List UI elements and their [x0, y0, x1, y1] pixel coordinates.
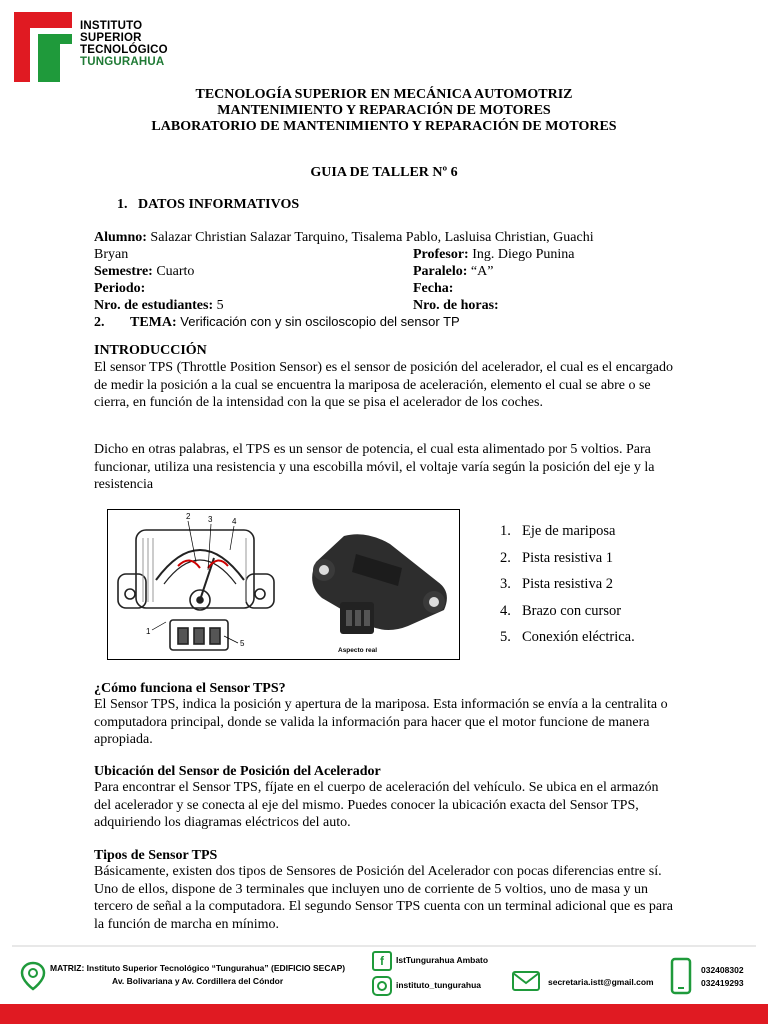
tps-diagram-image: [108, 510, 458, 658]
list-item: [500, 571, 635, 598]
nro-estudiantes-field: [94, 297, 224, 314]
profesor-label: Profesor:: [413, 247, 469, 262]
footer-phone-2: 032419293: [701, 978, 744, 988]
logo-line-4: TUNGURAHUA: [80, 56, 165, 68]
fecha-label: Fecha:: [413, 281, 454, 296]
location-pin-icon: [20, 961, 46, 991]
como-heading: ¿Cómo funciona el Sensor TPS?: [94, 681, 286, 696]
footer-facebook[interactable]: IstTungurahua Ambato: [396, 955, 489, 965]
header-line-3: LABORATORIO DE MANTENIMIENTO Y REPARACIÓN DE MOTORES: [151, 119, 617, 134]
tps-parts-list: [500, 518, 635, 651]
callout-1: 1: [146, 627, 151, 636]
alumno-value: Salazar Christian Salazar Tarquino, Tisalema Pablo, Lasluisa Christian, Guachi: [146, 230, 594, 245]
intro-paragraph-1: El sensor TPS (Throttle Position Sensor) es el sensor de posición del acelerador, el cual es el encargado de medir la posición a la cual se encuentra la mariposa de aceleración, elemento el cual se abre o se cierra, en función de la intensidad con la que se pisa el acelerador de los coches.: [94, 360, 673, 410]
semestre-field: [94, 263, 194, 280]
periodo-label: Periodo:: [94, 281, 146, 296]
list-item: [500, 545, 635, 572]
ubicacion-paragraph: Para encontrar el Sensor TPS, fíjate en el cuerpo de aceleración del vehículo. Se ubica en el armazón del acelerador y se conecta al eje del mismo. Puedes conocer la ubicación exacta del Sensor TPS, adquiriendo los diagramas eléctricos del auto.: [94, 780, 659, 830]
como-paragraph: El Sensor TPS, indica la posición y apertura de la mariposa. Esta información se envía a la centralita o computadora principal, donde se valida la información para hacer que el motor funcione de manera apropiada.: [94, 697, 668, 747]
profesor-value: Ing. Diego Punina: [468, 247, 575, 262]
callout-5: 5: [240, 639, 245, 648]
callout-3: 3: [208, 515, 213, 524]
paralelo-value: “A”: [467, 264, 494, 279]
list-item-number: 2.: [500, 549, 511, 566]
logo-t-mark: [14, 12, 78, 84]
list-item-number: 5.: [500, 629, 511, 645]
intro-paragraph-2: Dicho en otras palabras, el TPS es un sensor de potencia, el cual esta alimentado por 5 voltios. Para funcionar, utiliza una resistencia y una escobilla móvil, el voltaje varía según la posición del eje y la resistencia: [94, 442, 655, 492]
facebook-icon: f: [372, 951, 392, 971]
intro-heading: INTRODUCCIÓN: [94, 343, 207, 358]
tipos-paragraph: Básicamente, existen dos tipos de Sensores de Posición del Acelerador con pocas diferencias entre sí. Uno de ellos, dispone de 3 terminales que incluyen uno de corriente de 5 voltios, uno de masa y un tercero de señal a la computadora. El segundo Sensor TPS cuenta con un terminal adicional que es para la función de marcha en mínimo.: [94, 864, 673, 932]
list-item-text: Brazo con cursor: [522, 602, 622, 619]
nro-estudiantes-value: 5: [213, 298, 224, 313]
page-footer: [0, 945, 768, 1024]
tema-field: [94, 313, 694, 331]
logo-line-2: SUPERIOR: [80, 32, 142, 44]
logo-line-3: TECNOLÓGICO: [80, 44, 168, 56]
list-item: [500, 598, 635, 625]
header-line-2: MANTENIMIENTO Y REPARACIÓN DE MOTORES: [217, 103, 551, 118]
footer-divider: [12, 945, 756, 947]
tema-number: 2.: [94, 315, 105, 330]
email-icon: [512, 971, 540, 991]
nro-horas-label: Nro. de horas:: [413, 298, 499, 313]
footer-phone-1: 032408302: [701, 965, 744, 975]
callout-2: 2: [186, 512, 191, 521]
profesor-field: [413, 246, 574, 263]
logo-line-1: INSTITUTO: [80, 20, 143, 32]
list-item-number: 3.: [500, 576, 511, 592]
list-item: [500, 624, 635, 651]
paralelo-field: [413, 263, 493, 280]
footer-instagram[interactable]: instituto_tungurahua: [396, 980, 481, 990]
footer-red-bar: [0, 1004, 768, 1024]
header-line-1: TECNOLOGÍA SUPERIOR EN MECÁNICA AUTOMOTRIZ: [195, 87, 573, 102]
alumno-field: [94, 229, 694, 246]
tema-label: TEMA:: [130, 315, 177, 330]
footer-matriz-line-2: Av. Bolivariana y Av. Cordillera del Cóndor: [112, 976, 284, 986]
list-item-text: Pista resistiva 1: [522, 549, 614, 566]
footer-matriz-line-1: MATRIZ: Instituto Superior Tecnológico “Tungurahua” (EDIFICIO SECAP): [50, 963, 346, 973]
semestre-value: Cuarto: [152, 264, 195, 279]
instagram-icon: [372, 976, 392, 996]
tema-value: Verificación con y sin osciloscopio del sensor TP: [176, 314, 460, 329]
phone-icon: [670, 957, 692, 995]
tipos-heading: Tipos de Sensor TPS: [94, 848, 218, 863]
figure-caption: Aspecto real: [338, 647, 378, 654]
list-item-text: Pista resistiva 2: [522, 576, 614, 592]
logo-text: [80, 20, 168, 68]
list-item-text: Conexión eléctrica.: [522, 629, 635, 645]
footer-email[interactable]: secretaria.istt@gmail.com: [548, 977, 654, 987]
alumno-continuation: Bryan: [94, 247, 129, 262]
list-item-number: 4.: [500, 602, 511, 619]
tps-real-photo: [312, 534, 447, 634]
tps-schematic: [118, 530, 274, 650]
list-item-text: Eje de mariposa: [522, 523, 616, 539]
tps-figure: [107, 509, 460, 660]
semestre-label: Semestre:: [94, 264, 153, 279]
callout-4: 4: [232, 517, 237, 526]
section-datos-informativos: 1. DATOS INFORMATIVOS: [117, 197, 300, 212]
nro-estudiantes-label: Nro. de estudiantes:: [94, 298, 214, 313]
list-item: [500, 518, 635, 545]
list-item-number: 1.: [500, 523, 511, 539]
paralelo-label: Paralelo:: [413, 264, 468, 279]
alumno-label: Alumno:: [94, 230, 147, 245]
ubicacion-heading: Ubicación del Sensor de Posición del Acelerador: [94, 764, 381, 779]
guide-title: GUIA DE TALLER Nº 6: [310, 165, 458, 180]
